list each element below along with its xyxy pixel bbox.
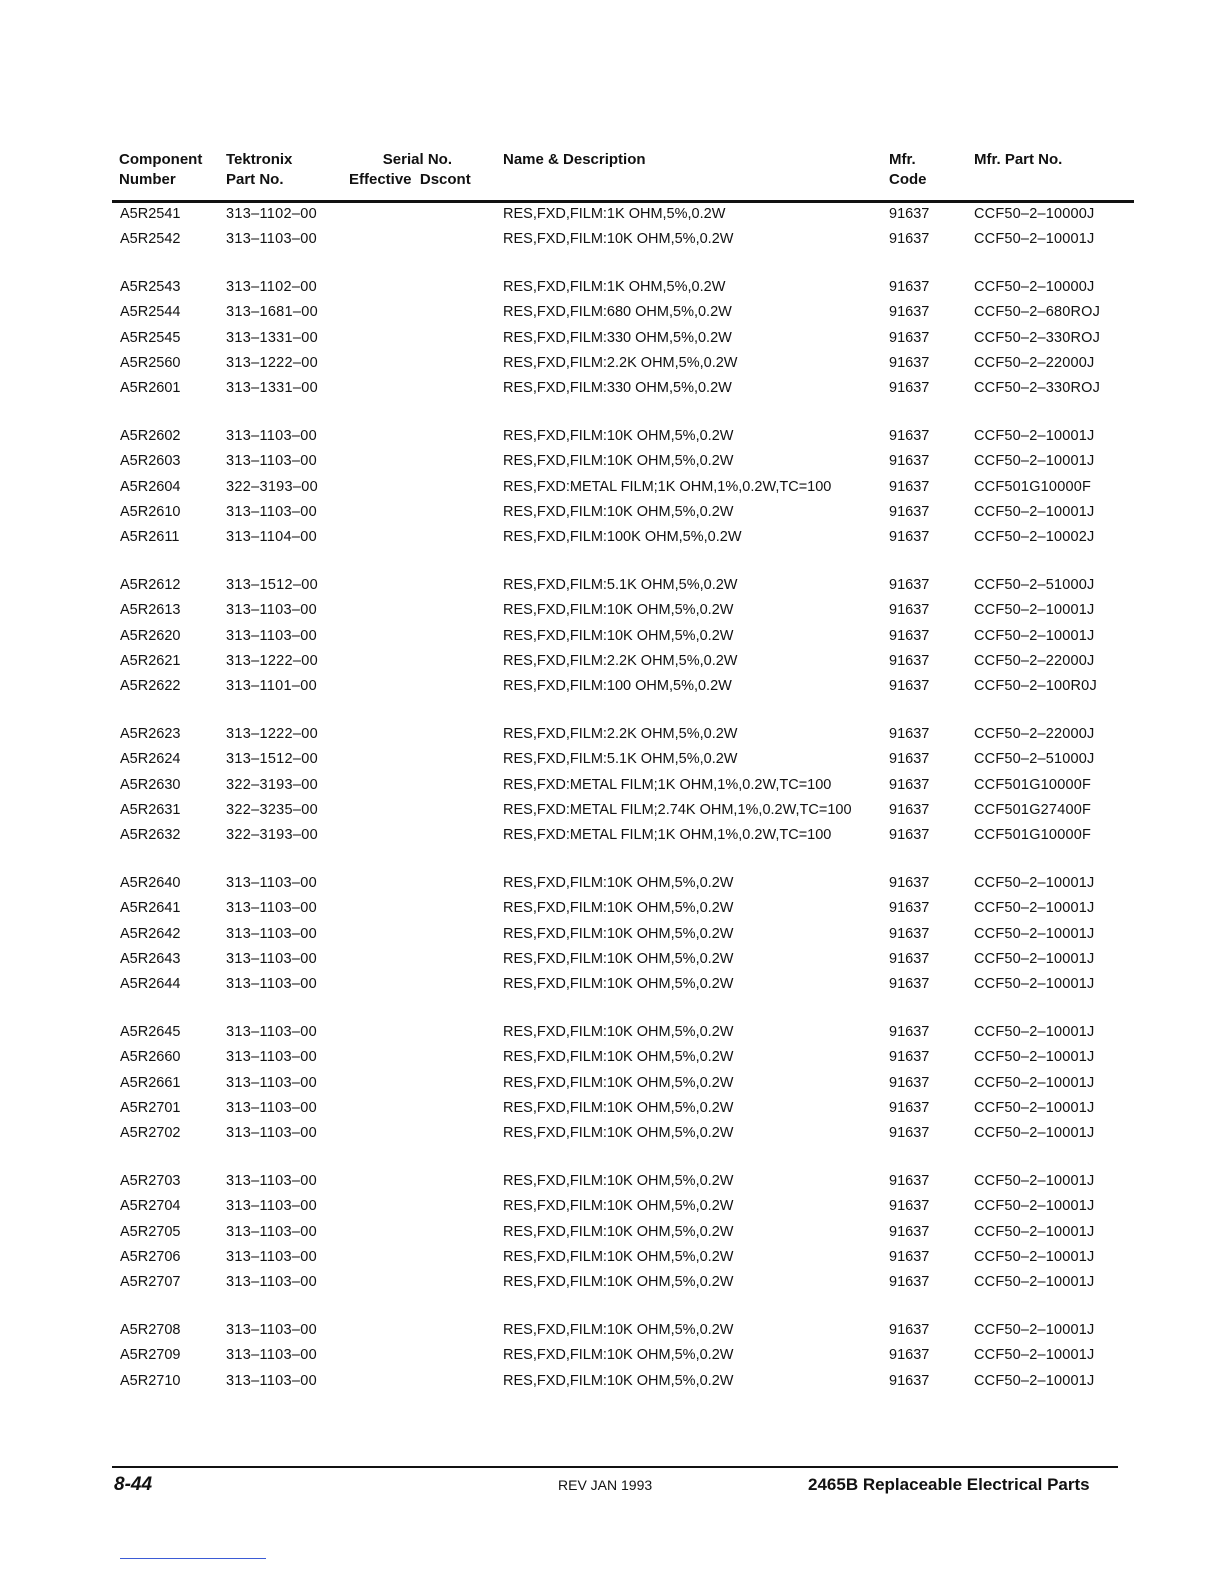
mfr-part-no: CCF50–2–51000J (974, 751, 1095, 768)
component-number: A5R2610 (120, 504, 181, 520)
mfr-part-no: CCF50–2–10001J (974, 1024, 1095, 1041)
table-row (0, 573, 1224, 597)
tektronix-part-no: 313–1103–00 (226, 1249, 317, 1265)
mfr-part-no: CCF50–2–10001J (974, 925, 1095, 942)
mfr-code: 91637 (889, 751, 930, 768)
component-number: A5R2542 (120, 231, 181, 248)
mfr-part-no: CCF50–2–330ROJ (974, 380, 1101, 397)
table-row (0, 624, 1224, 648)
component-number: A5R2640 (120, 875, 181, 892)
name-description: RES,FXD,FILM:100 OHM,5%,0.2W (503, 678, 732, 695)
table-row (0, 649, 1224, 673)
mfr-code: 91637 (889, 279, 930, 296)
mfr-part-no: CCF50–2–10001J (974, 1322, 1095, 1339)
tektronix-part-no: 313–1103–00 (226, 951, 317, 967)
table-row (0, 1270, 1224, 1294)
table-row (0, 1169, 1224, 1193)
table-row (0, 972, 1224, 996)
tektronix-part-no: 313–1103–00 (226, 1198, 317, 1215)
mfr-code: 91637 (889, 453, 930, 470)
mfr-code: 91637 (889, 1074, 930, 1091)
tektronix-part-no: 313–1103–00 (226, 602, 317, 619)
mfr-code: 91637 (889, 1198, 930, 1215)
table-row (0, 896, 1224, 920)
name-description: RES,FXD,FILM:680 OHM,5%,0.2W (503, 304, 732, 321)
tektronix-part-no: 313–1512–00 (226, 577, 319, 594)
header-mfr-part-no: Mfr. Part No. (974, 151, 1063, 168)
tektronix-part-no: 313–1331–00 (226, 380, 319, 397)
table-row (0, 227, 1224, 251)
mfr-part-no: CCF50–2–22000J (974, 355, 1095, 371)
name-description: RES,FXD,FILM:10K OHM,5%,0.2W (503, 1198, 734, 1215)
component-number: A5R2545 (120, 329, 181, 346)
component-number: A5R2710 (120, 1372, 181, 1389)
mfr-part-no: CCF501G10000F (974, 776, 1092, 793)
component-number: A5R2701 (120, 1100, 181, 1116)
mfr-part-no: CCF50–2–10001J (974, 453, 1095, 470)
mfr-part-no: CCF50–2–22000J (974, 653, 1095, 669)
name-description: RES,FXD,FILM:10K OHM,5%,0.2W (503, 1100, 734, 1116)
mfr-part-no: CCF50–2–10001J (974, 1347, 1095, 1364)
table-row (0, 1071, 1224, 1095)
mfr-code: 91637 (889, 1223, 930, 1240)
mfr-code: 91637 (889, 1249, 930, 1265)
component-number: A5R2706 (120, 1249, 181, 1265)
mfr-code: 91637 (889, 1125, 930, 1142)
table-row (0, 722, 1224, 746)
mfr-code: 91637 (889, 678, 930, 695)
table-row (0, 326, 1224, 350)
name-description: RES,FXD,FILM:10K OHM,5%,0.2W (503, 1347, 734, 1364)
name-description: RES,FXD,FILM:10K OHM,5%,0.2W (503, 900, 734, 917)
mfr-part-no: CCF50–2–10001J (974, 1198, 1095, 1215)
mfr-code: 91637 (889, 1100, 930, 1116)
table-row (0, 1045, 1224, 1069)
table-row (0, 798, 1224, 822)
component-number: A5R2631 (120, 802, 181, 818)
table-row (0, 351, 1224, 375)
component-number: A5R2660 (120, 1049, 181, 1066)
component-number: A5R2624 (120, 751, 181, 768)
mfr-part-no: CCF50–2–10000J (974, 279, 1095, 296)
component-number: A5R2704 (120, 1198, 181, 1215)
component-number: A5R2622 (120, 678, 181, 695)
name-description: RES,FXD:METAL FILM;1K OHM,1%,0.2W,TC=100 (503, 776, 832, 793)
tektronix-part-no: 313–1103–00 (226, 900, 317, 917)
mfr-part-no: CCF50–2–10001J (974, 231, 1095, 248)
tektronix-part-no: 313–1103–00 (226, 1347, 317, 1364)
name-description: RES,FXD,FILM:10K OHM,5%,0.2W (503, 1125, 734, 1142)
component-number: A5R2643 (120, 951, 181, 967)
mfr-code: 91637 (889, 577, 930, 594)
component-number: A5R2708 (120, 1322, 181, 1339)
mfr-code: 91637 (889, 653, 930, 669)
mfr-part-no: CCF50–2–10001J (974, 1049, 1095, 1066)
mfr-part-no: CCF50–2–22000J (974, 726, 1095, 743)
mfr-code: 91637 (889, 1274, 930, 1291)
name-description: RES,FXD:METAL FILM;2.74K OHM,1%,0.2W,TC=100 (503, 802, 852, 818)
component-number: A5R2601 (120, 380, 181, 397)
mfr-code: 91637 (889, 602, 930, 619)
mfr-code: 91637 (889, 1372, 930, 1389)
mfr-part-no: CCF501G10000F (974, 478, 1092, 495)
tektronix-part-no: 313–1102–00 (226, 206, 317, 222)
tektronix-part-no: 313–1103–00 (226, 1274, 317, 1291)
component-number: A5R2613 (120, 602, 181, 619)
tektronix-part-no: 313–1103–00 (226, 1125, 317, 1142)
name-description: RES,FXD,FILM:2.2K OHM,5%,0.2W (503, 726, 738, 743)
mfr-part-no: CCF501G27400F (974, 802, 1092, 818)
name-description: RES,FXD,FILM:10K OHM,5%,0.2W (503, 1049, 734, 1066)
table-row (0, 475, 1224, 499)
name-description: RES,FXD,FILM:330 OHM,5%,0.2W (503, 380, 732, 397)
mfr-part-no: CCF50–2–10001J (974, 951, 1095, 967)
component-number: A5R2661 (120, 1074, 181, 1091)
table-row (0, 1096, 1224, 1120)
table-row (0, 449, 1224, 473)
table-row (0, 1220, 1224, 1244)
table-row (0, 1121, 1224, 1145)
mfr-code: 91637 (889, 900, 930, 917)
mfr-code: 91637 (889, 504, 930, 520)
mfr-part-no: CCF50–2–10001J (974, 976, 1095, 993)
table-row (0, 1245, 1224, 1269)
mfr-code: 91637 (889, 827, 930, 844)
table-row (0, 947, 1224, 971)
header-component-number: Component Number (119, 151, 203, 188)
mfr-part-no: CCF501G10000F (974, 827, 1092, 844)
tektronix-part-no: 313–1512–00 (226, 751, 319, 768)
header-mfr-code: Mfr. Code (889, 151, 927, 188)
component-number: A5R2641 (120, 900, 181, 917)
tektronix-part-no: 313–1104–00 (226, 529, 317, 546)
tektronix-part-no: 313–1101–00 (226, 678, 317, 695)
name-description: RES,FXD,FILM:2.2K OHM,5%,0.2W (503, 355, 738, 371)
tektronix-part-no: 313–1103–00 (226, 875, 317, 892)
mfr-part-no: CCF50–2–10001J (974, 627, 1095, 644)
component-number: A5R2543 (120, 279, 181, 296)
name-description: RES,FXD,FILM:10K OHM,5%,0.2W (503, 925, 734, 942)
mfr-part-no: CCF50–2–10001J (974, 1274, 1095, 1291)
component-number: A5R2544 (120, 304, 181, 321)
table-row (0, 500, 1224, 524)
name-description: RES,FXD,FILM:10K OHM,5%,0.2W (503, 504, 734, 520)
footer-divider (112, 1466, 1118, 1468)
component-number: A5R2630 (120, 776, 181, 793)
table-row (0, 598, 1224, 622)
component-number: A5R2623 (120, 726, 181, 743)
table-row (0, 1369, 1224, 1393)
tektronix-part-no: 313–1103–00 (226, 504, 317, 520)
mfr-part-no: CCF50–2–10001J (974, 1173, 1095, 1190)
table-row (0, 376, 1224, 400)
mfr-code: 91637 (889, 802, 930, 818)
component-number: A5R2560 (120, 355, 181, 371)
table-row (0, 871, 1224, 895)
mfr-part-no: CCF50–2–10001J (974, 602, 1095, 619)
component-number: A5R2709 (120, 1347, 181, 1364)
tektronix-part-no: 313–1331–00 (226, 329, 319, 346)
tektronix-part-no: 313–1103–00 (226, 1223, 317, 1240)
edge-mark (120, 1558, 266, 1559)
mfr-part-no: CCF50–2–330ROJ (974, 329, 1101, 346)
mfr-code: 91637 (889, 478, 930, 495)
name-description: RES,FXD,FILM:10K OHM,5%,0.2W (503, 951, 734, 967)
tektronix-part-no: 313–1103–00 (226, 231, 317, 248)
name-description: RES,FXD,FILM:10K OHM,5%,0.2W (503, 1024, 734, 1041)
component-number: A5R2611 (120, 529, 180, 546)
component-number: A5R2602 (120, 428, 181, 445)
mfr-code: 91637 (889, 380, 930, 397)
tektronix-part-no: 313–1103–00 (226, 1173, 317, 1190)
mfr-code: 91637 (889, 231, 930, 248)
table-row (0, 275, 1224, 299)
tektronix-part-no: 313–1222–00 (226, 726, 319, 743)
name-description: RES,FXD,FILM:10K OHM,5%,0.2W (503, 453, 734, 470)
table-row (0, 1194, 1224, 1218)
name-description: RES,FXD,FILM:330 OHM,5%,0.2W (503, 329, 732, 346)
tektronix-part-no: 313–1103–00 (226, 925, 317, 942)
component-number: A5R2632 (120, 827, 181, 844)
component-number: A5R2603 (120, 453, 181, 470)
table-row (0, 674, 1224, 698)
tektronix-part-no: 313–1103–00 (226, 1049, 317, 1066)
mfr-part-no: CCF50–2–10001J (974, 900, 1095, 917)
component-number: A5R2621 (120, 653, 181, 669)
component-number: A5R2644 (120, 976, 181, 993)
component-number: A5R2642 (120, 925, 181, 942)
tektronix-part-no: 313–1103–00 (226, 1322, 317, 1339)
name-description: RES,FXD,FILM:10K OHM,5%,0.2W (503, 602, 734, 619)
table-row (0, 202, 1224, 226)
mfr-part-no: CCF50–2–10000J (974, 206, 1095, 222)
tektronix-part-no: 313–1102–00 (226, 279, 317, 296)
table-row (0, 525, 1224, 549)
table-row (0, 922, 1224, 946)
mfr-part-no: CCF50–2–10001J (974, 1125, 1095, 1142)
mfr-part-no: CCF50–2–10001J (974, 1372, 1095, 1389)
component-number: A5R2541 (120, 206, 181, 222)
tektronix-part-no: 313–1103–00 (226, 976, 317, 993)
name-description: RES,FXD,FILM:2.2K OHM,5%,0.2W (503, 653, 738, 669)
mfr-code: 91637 (889, 355, 930, 371)
name-description: RES,FXD,FILM:10K OHM,5%,0.2W (503, 1223, 734, 1240)
tektronix-part-no: 313–1103–00 (226, 627, 317, 644)
tektronix-part-no: 322–3193–00 (226, 776, 319, 793)
name-description: RES,FXD,FILM:10K OHM,5%,0.2W (503, 976, 734, 993)
tektronix-part-no: 313–1103–00 (226, 453, 317, 470)
table-row (0, 747, 1224, 771)
table-row (0, 773, 1224, 797)
component-number: A5R2604 (120, 478, 181, 495)
mfr-part-no: CCF50–2–10001J (974, 875, 1095, 892)
mfr-code: 91637 (889, 329, 930, 346)
component-number: A5R2620 (120, 627, 181, 644)
mfr-code: 91637 (889, 976, 930, 993)
name-description: RES,FXD,FILM:10K OHM,5%,0.2W (503, 428, 734, 445)
tektronix-part-no: 313–1222–00 (226, 653, 319, 669)
mfr-part-no: CCF50–2–10001J (974, 1074, 1095, 1091)
mfr-part-no: CCF50–2–10001J (974, 1100, 1095, 1116)
table-row (0, 1020, 1224, 1044)
tektronix-part-no: 313–1103–00 (226, 1100, 317, 1116)
mfr-code: 91637 (889, 776, 930, 793)
tektronix-part-no: 313–1103–00 (226, 1372, 317, 1389)
mfr-code: 91637 (889, 1049, 930, 1066)
table-row (0, 424, 1224, 448)
mfr-code: 91637 (889, 428, 930, 445)
revision-date: REV JAN 1993 (558, 1477, 653, 1493)
mfr-part-no: CCF50–2–100R0J (974, 678, 1097, 695)
name-description: RES,FXD,FILM:10K OHM,5%,0.2W (503, 1274, 734, 1291)
mfr-code: 91637 (889, 951, 930, 967)
mfr-code: 91637 (889, 726, 930, 743)
component-number: A5R2707 (120, 1274, 181, 1291)
mfr-code: 91637 (889, 206, 930, 222)
component-number: A5R2705 (120, 1223, 181, 1240)
document-title: 2465B Replaceable Electrical Parts (808, 1475, 1090, 1494)
tektronix-part-no: 313–1222–00 (226, 355, 319, 371)
name-description: RES,FXD,FILM:10K OHM,5%,0.2W (503, 1173, 734, 1190)
header-tektronix-part-no: Tektronix Part No. (226, 151, 293, 188)
header-name-description: Name & Description (503, 151, 646, 168)
component-number: A5R2645 (120, 1024, 181, 1041)
name-description: RES,FXD,FILM:10K OHM,5%,0.2W (503, 1322, 734, 1339)
name-description: RES,FXD,FILM:10K OHM,5%,0.2W (503, 231, 734, 248)
name-description: RES,FXD:METAL FILM;1K OHM,1%,0.2W,TC=100 (503, 478, 832, 495)
table-row (0, 1318, 1224, 1342)
mfr-code: 91637 (889, 925, 930, 942)
mfr-code: 91637 (889, 875, 930, 892)
table-row (0, 300, 1224, 324)
mfr-part-no: CCF50–2–10001J (974, 428, 1095, 445)
tektronix-part-no: 322–3193–00 (226, 827, 319, 844)
mfr-part-no: CCF50–2–51000J (974, 577, 1095, 594)
tektronix-part-no: 313–1681–00 (226, 304, 319, 321)
component-number: A5R2702 (120, 1125, 181, 1142)
tektronix-part-no: 313–1103–00 (226, 1024, 317, 1041)
table-row (0, 823, 1224, 847)
tektronix-part-no: 322–3193–00 (226, 478, 319, 495)
name-description: RES,FXD,FILM:100K OHM,5%,0.2W (503, 529, 742, 546)
name-description: RES,FXD,FILM:5.1K OHM,5%,0.2W (503, 577, 738, 594)
mfr-code: 91637 (889, 1347, 930, 1364)
mfr-code: 91637 (889, 529, 930, 546)
tektronix-part-no: 313–1103–00 (226, 428, 317, 445)
component-number: A5R2703 (120, 1173, 181, 1190)
mfr-part-no: CCF50–2–10001J (974, 1223, 1095, 1240)
name-description: RES,FXD,FILM:10K OHM,5%,0.2W (503, 1372, 734, 1389)
name-description: RES,FXD:METAL FILM;1K OHM,1%,0.2W,TC=100 (503, 827, 832, 844)
mfr-code: 91637 (889, 1024, 930, 1041)
tektronix-part-no: 322–3235–00 (226, 802, 319, 818)
mfr-code: 91637 (889, 1322, 930, 1339)
name-description: RES,FXD,FILM:5.1K OHM,5%,0.2W (503, 751, 738, 768)
mfr-code: 91637 (889, 627, 930, 644)
name-description: RES,FXD,FILM:10K OHM,5%,0.2W (503, 627, 734, 644)
mfr-part-no: CCF50–2–10002J (974, 529, 1095, 546)
tektronix-part-no: 313–1103–00 (226, 1074, 317, 1091)
name-description: RES,FXD,FILM:10K OHM,5%,0.2W (503, 1249, 734, 1265)
mfr-part-no: CCF50–2–10001J (974, 504, 1095, 520)
mfr-code: 91637 (889, 304, 930, 321)
name-description: RES,FXD,FILM:10K OHM,5%,0.2W (503, 875, 734, 892)
name-description: RES,FXD,FILM:1K OHM,5%,0.2W (503, 206, 726, 222)
mfr-code: 91637 (889, 1173, 930, 1190)
component-number: A5R2612 (120, 577, 181, 594)
mfr-part-no: CCF50–2–10001J (974, 1249, 1095, 1265)
header-serial-no: Serial No. Effective Dscont (349, 151, 471, 188)
table-row (0, 1343, 1224, 1367)
name-description: RES,FXD,FILM:1K OHM,5%,0.2W (503, 279, 726, 296)
name-description: RES,FXD,FILM:10K OHM,5%,0.2W (503, 1074, 734, 1091)
page-number: 8-44 (114, 1474, 153, 1495)
mfr-part-no: CCF50–2–680ROJ (974, 304, 1101, 321)
